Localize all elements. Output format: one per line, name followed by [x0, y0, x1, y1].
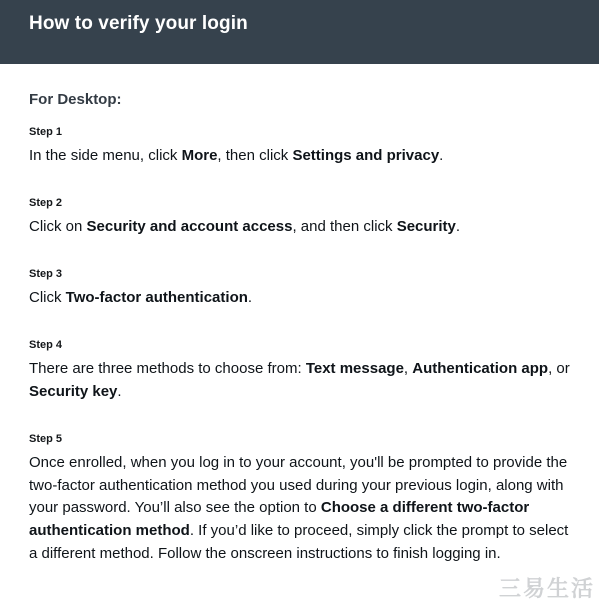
step-plain-text: .	[439, 147, 443, 164]
step-plain-text: There are three methods to choose from:	[29, 360, 306, 377]
step-1-label: Step 1	[29, 126, 62, 138]
step-emphasis-text: Security and account access	[87, 218, 293, 235]
step-emphasis-text: Security	[397, 218, 456, 235]
page-header	[0, 0, 599, 64]
step-2-label: Step 2	[29, 197, 62, 209]
step-3-label: Step 3	[29, 268, 62, 280]
step-plain-text: Click	[29, 289, 66, 306]
step-emphasis-text: Text message	[306, 360, 404, 377]
step-plain-text: , and then click	[292, 218, 396, 235]
watermark-text: 三易生活	[499, 572, 595, 603]
step-plain-text: .	[248, 289, 252, 306]
step-plain-text: In the side menu, click	[29, 147, 182, 164]
step-emphasis-text: Security key	[29, 383, 117, 400]
step-2-text	[29, 216, 574, 239]
step-1-text	[29, 145, 574, 168]
step-plain-text: .	[456, 218, 460, 235]
page-title: How to verify your login	[29, 13, 248, 35]
step-plain-text: ,	[404, 360, 412, 377]
step-plain-text: .	[117, 383, 121, 400]
step-4-label: Step 4	[29, 339, 62, 351]
step-5-text	[29, 452, 574, 566]
step-plain-text: , then click	[217, 147, 292, 164]
step-emphasis-text: Two-factor authentication	[66, 289, 248, 306]
step-5-label: Step 5	[29, 433, 62, 445]
step-plain-text: . If you’d like to proceed, simply click the prompt to select a different method. Follow the onscreen instructions to finish logging in.	[29, 522, 568, 562]
watermark-logo	[503, 572, 595, 598]
step-plain-text: Once enrolled, when you log in to your account, you'll be prompted to provide the two-factor authentication method you used during your previous login, along with your password. You’ll also see the option to	[29, 454, 567, 516]
step-plain-text: , or	[548, 360, 570, 377]
step-4-text	[29, 358, 574, 403]
step-emphasis-text: Settings and privacy	[292, 147, 439, 164]
section-title-desktop: For Desktop:	[29, 91, 122, 108]
step-emphasis-text: Authentication app	[412, 360, 548, 377]
step-plain-text: Click on	[29, 218, 87, 235]
step-3-text	[29, 287, 574, 310]
step-emphasis-text: More	[182, 147, 218, 164]
step-emphasis-text: Choose a different two-factor authentication method	[29, 499, 529, 539]
